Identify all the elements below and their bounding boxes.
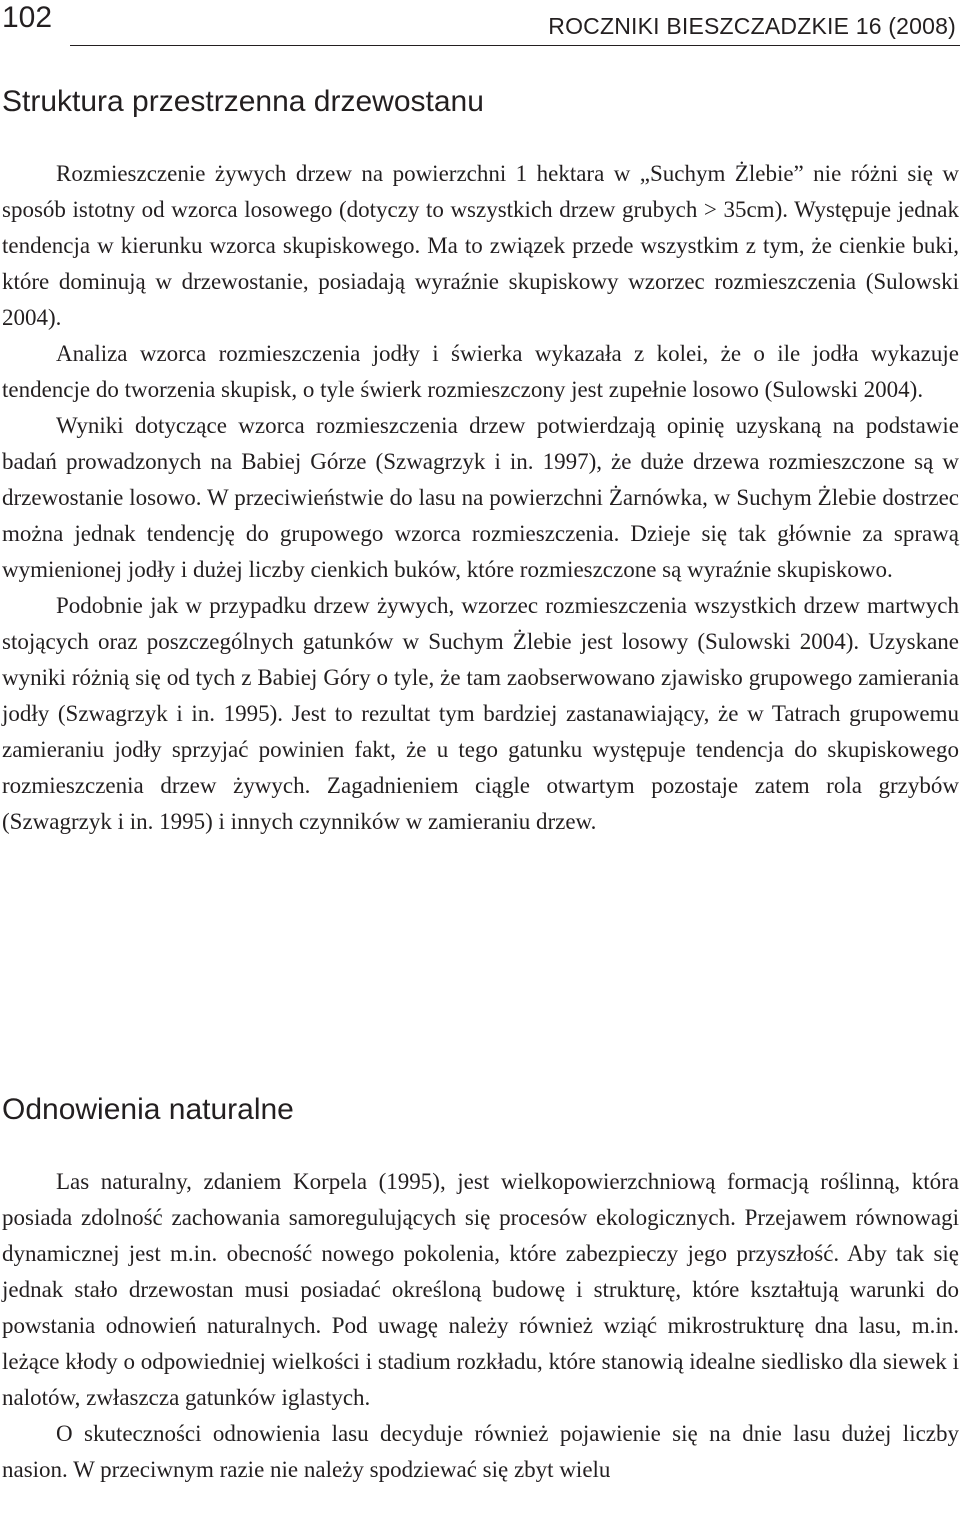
header-rule (70, 45, 960, 46)
paragraph: Analiza wzorca rozmieszczenia jodły i świerka wykazała z kolei, że o ile jodła wykazuje tendencje do tworzenia skupisk, o tyle świerk rozmieszczony jest zupełnie losowo (Sulowski 2004). (2, 341, 959, 402)
paragraph: O skuteczności odnowienia lasu decyduje również pojawienie się na dnie lasu dużej liczby nasion. W przeciwnym razie nie należy spodziewać się zbyt wielu (2, 1421, 959, 1482)
page-number: 102 (2, 1, 53, 34)
paragraph: Wyniki dotyczące wzorca rozmieszczenia drzew potwierdzają opinię uzyskaną na podstawie badań prowadzonych na Babiej Górze (Szwagrzyk i in. 1997), że duże drzewa rozmieszczone są w drzewostanie losowo. W przeciwieństwie do lasu na powierzchni Żarnówka, w Suchym Żlebie dostrzec można jednak tendencję do grupowego wzorca rozmieszczenia. Dzieje się tak głównie za sprawą wymienionej jodły i dużej liczby cienkich buków, które rozmieszczone są wyraźnie skupiskowo. (2, 413, 959, 582)
section-heading-struktura: Struktura przestrzenna drzewostanu (2, 85, 484, 118)
paragraph: Rozmieszczenie żywych drzew na powierzchni 1 hektara w „Suchym Żlebie” nie różni się w sposób istotny od wzorca losowego (dotyczy to wszystkich drzew grubych > 35cm). Występuje jednak tendencja w kierunku wzorca skupiskowego. Ma to związek przede wszystkim z tym, że cienkie buki, które dominują w drzewostanie, posiadają wyraźnie skupiskowy wzorzec rozmieszczenia (Sulowski 2004). (2, 161, 959, 330)
running-head: ROCZNIKI BIESZCZADZKIE 16 (2008) (548, 13, 956, 39)
section-heading-odnowienia: Odnowienia naturalne (2, 1093, 294, 1126)
paragraph: Podobnie jak w przypadku drzew żywych, wzorzec rozmieszczenia wszystkich drzew martwych stojących oraz poszczególnych gatunków w Suchym Żlebie jest losowy (Sulowski 2004). Uzyskane wyniki różnią się od tych z Babiej Góry o tyle, że tam zaobserwowano zjawisko grupowego zamierania jodły (Szwagrzyk i in. 1995). Jest to rezultat tym bardziej zastanawiający, że w Tatrach grupowemu zamieraniu jodły sprzyjać powinien fakt, że u tego gatunku występuje tendencja do skupiskowego rozmieszczenia drzew żywych. Zagadnieniem ciągle otwartym pozostaje zatem rola grzybów (Szwagrzyk i in. 1995) i innych czynników w zamieraniu drzew. (2, 593, 959, 834)
paragraph: Las naturalny, zdaniem Korpela (1995), jest wielkopowierzchniową formacją roślinną, która posiada zdolność zachowania samoregulujących się procesów ekologicznych. Przejawem równowagi dynamicznej jest m.in. obecność nowego pokolenia, które zabezpieczy jego przyszłość. Aby tak się jednak stało drzewostan musi posiadać określoną budowę i strukturę, które kształtują warunki do powstania odnowień naturalnych. Pod uwagę należy również wziąć mikrostrukturę dna lasu, m.in. leżące kłody o odpowiedniej wielkości i stadium rozkładu, które stanowią idealne siedlisko dla siewek i nalotów, zwłaszcza gatunków iglastych. (2, 1169, 959, 1410)
section-body-odnowienia (2, 1164, 959, 1488)
section-body-struktura (2, 156, 959, 840)
